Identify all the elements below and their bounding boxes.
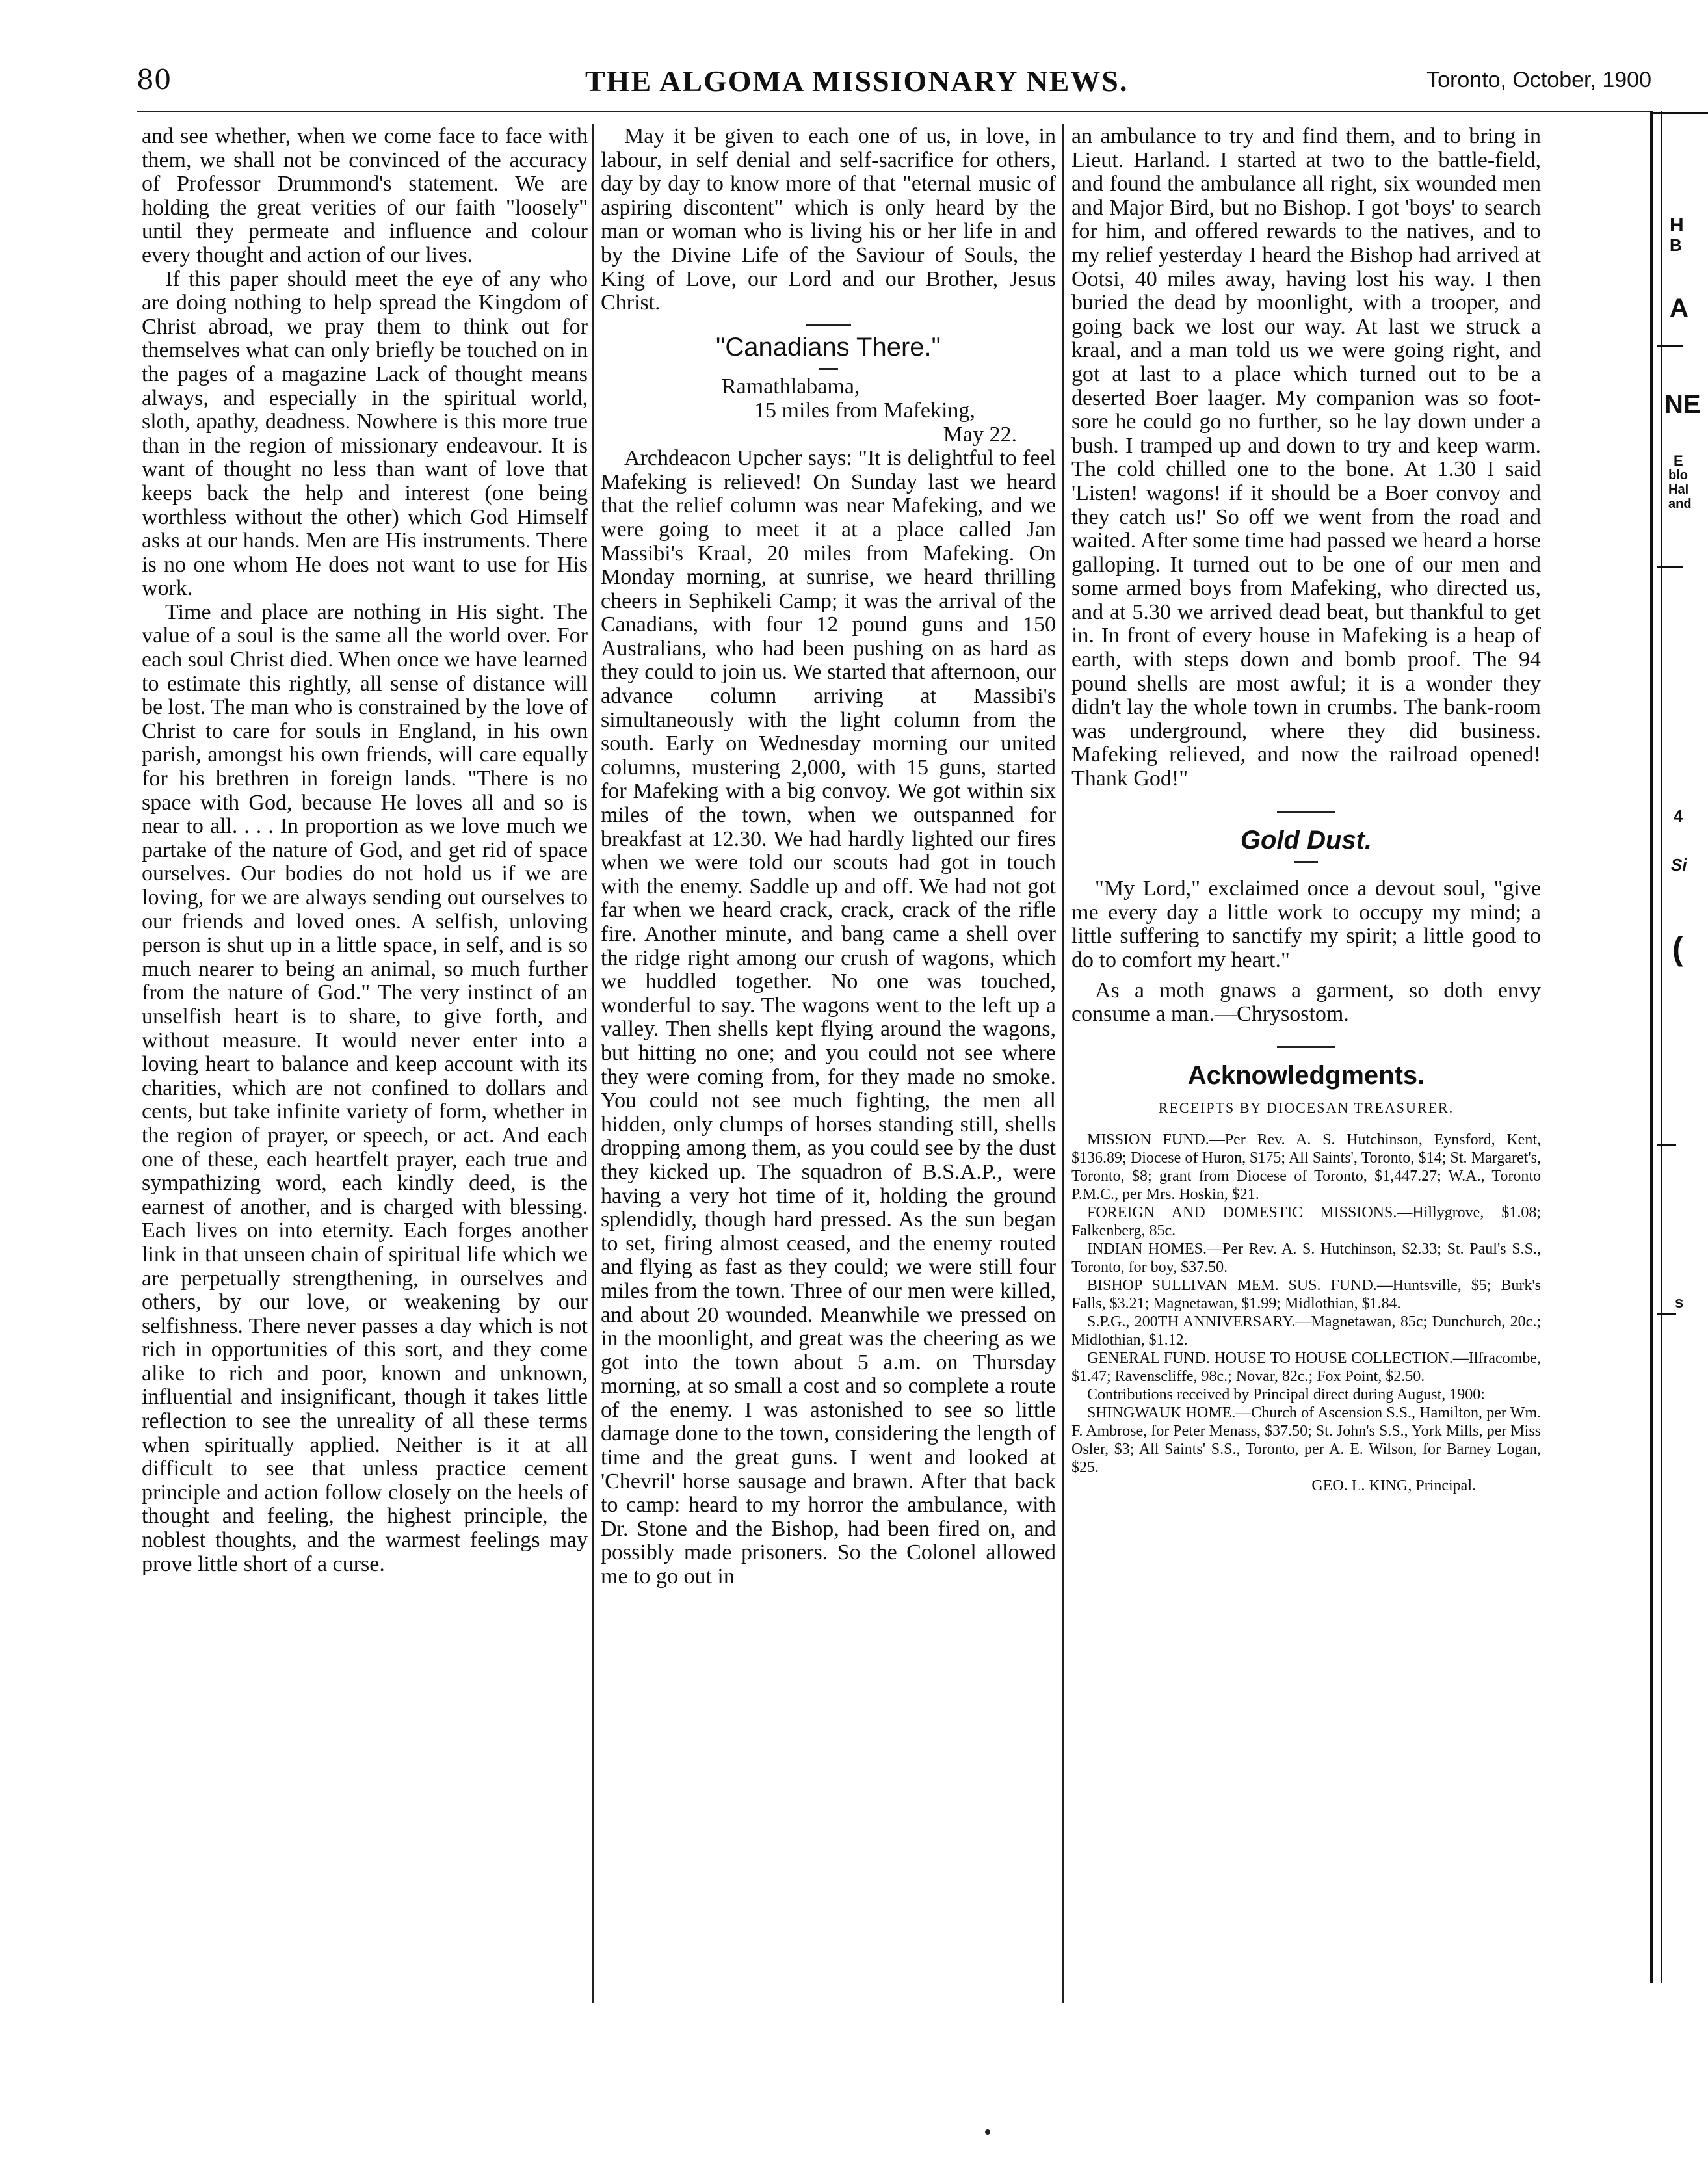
- paragraph: Archdeacon Upcher says: "It is delightful to feel Mafeking is relieved! On Sunday last we heard that the relief column was near Mafeking, and we were going to meet it at a place called Jan Massibi's Kraal, 20 miles from Mafeking. On Monday morning, at sunrise, we heard thrilling cheers in Sephikeli Camp; it was the arrival of the Canadians, with four 12 pound guns and 150 Australians, who had been pushing on as hard as they could to join us. We started that afternoon, our advance column arriving at Massibi's simultaneously with the light column from the south. Early on Wednesday morning our united columns, mustering 2,000, with 15 guns, started for Mafeking with a big convoy. We got within six miles of the town, when we outspanned for breakfast at 12.30. We had hardly lighted our fires when we were told our scouts had got in touch with the enemy. Saddle up and off. We had not got far when we heard crack, crack, crack of the rifle fire. Another minute, and bang came a shell over the ridge right among our crush of wagons, which we huddled together. No one was touched, wonderful to say. The wagons went to the left up a valley. Then shells kept flying around the wagons, but hitting no one; and you could not see where they were coming from, for they made no smoke. You could not see much fighting, the men all hidden, only clumps of horses standing still, shells dropping among them, as you could see by the dust they kicked up. The squadron of B.S.A.P., were having a very hot time of it, holding the ground splendidly, though hard pressed. As the sun began to set, firing almost ceased, and the enemy routed and flying as fast as they could; we were still four miles from the town. Three of our men were killed, and about 20 wounded. Meanwhile we pressed on in the moonlight, and great was the cheering as we got into the town about 5 a.m. on Thursday morning, at so small a cost and so complete a route of the enemy. I was astonished to see so little damage done to the town, considering the length of time and the great guns. I went and looked at 'Chevril' horse sausage and brawn. After that back to camp: heard to my horror the ambulance, with Dr. Stone and the Bishop, had been fired on, and possibly made prisoners. So the Colonel allowed me to go out in: [601, 446, 1056, 1589]
- dateline-distance: 15 miles from Mafeking,: [754, 398, 975, 423]
- print-mark: [985, 2129, 990, 2135]
- edge-fragment: NE: [1664, 390, 1701, 419]
- acknowledgment-entry: INDIAN HOMES.—Per Rev. A. S. Hutchinson, $2.33; St. Paul's S.S., Toronto, for boy, $37.50.: [1071, 1240, 1541, 1276]
- edge-fragment: A: [1670, 294, 1688, 323]
- paragraph: If this paper should meet the eye of any who are doing nothing to help spread the Kingdom of Christ abroad, we pray them to think out for themselves what can only briefly be touched on in the pages of a magazine Lack of thought means always, and especially in the spiritual world, sloth, apathy, deadness. Nowhere is this more true than in the region of missionary endeavour. It is want of thought no less than want of love that keeps back the help and interest (one being worthless without the other) which God Himself asks at our hands. Men are His instruments. There is no one whom He does not want to use for His work.: [142, 267, 588, 601]
- header-rule: [137, 111, 1651, 112]
- section-divider: [806, 324, 851, 326]
- signature: GEO. L. KING, Principal.: [1311, 1477, 1476, 1494]
- facing-page-line: [1657, 1313, 1676, 1315]
- facing-page-rule: [1661, 111, 1662, 1983]
- publication-title: THE ALGOMA MISSIONARY NEWS.: [585, 64, 1129, 98]
- acknowledgment-entry: GENERAL FUND. HOUSE TO HOUSE COLLECTION.—Ilfracombe, $1.47; Ravenscliffe, 98c.; Novar, 82c.; Fox Point, $2.50.: [1071, 1349, 1541, 1385]
- acknowledgments-list: [1071, 1131, 1541, 1495]
- column-rule-2: [1062, 124, 1064, 2003]
- paragraph: an ambulance to try and find them, and to bring in Lieut. Harland. I started at two to the battle-field, and found the ambulance all right, six wounded men and Major Bird, but no Bishop. I got 'boys' to search for him, and offered rewards to the natives, and to my relief yesterday I heard the Bishop had arrived at Ootsi, 40 miles away, having lost his way. I then buried the dead by moonlight, with a trooper, and going back we lost our way. At last we struck a kraal, and a man told us we were going right, and got at last to a place which turned out to be a deserted Boer laager. My companion was so foot-sore he could go no further, so he lay down under a bush. I tramped up and down to try and keep warm. The cold chilled one to the bone. At 1.30 I said 'Listen! wagons! if it should be a Boer convoy and they catch us!' So off we went from the road and waited. After some time had passed we heard a horse galloping. It turned out to be one of our men and some armed boys from Mafeking, who directed us, and at 5.30 we arrived dead beat, but thankful to get in. In front of every house in Mafeking is a heap of earth, with steps down and bomb proof. The 94 pound shells are most awful; it is a wonder they didn't lay the whole town in crumbs. The bank-room was underground, where they did business. Mafeking relieved, and now the railroad opened! Thank God!": [1071, 124, 1541, 791]
- issue-date: Toronto, October, 1900: [1426, 68, 1651, 92]
- dateline-place: Ramathlabama,: [722, 375, 860, 399]
- heading-rule: [819, 368, 838, 370]
- edge-fragment: Si: [1671, 855, 1687, 875]
- edge-fragment: Hal: [1668, 482, 1689, 497]
- acknowledgment-entry: S.P.G., 200TH ANNIVERSARY.—Magnetawan, 85c; Dunchurch, 20c.; Midlothian, $1.12.: [1071, 1313, 1541, 1349]
- facing-page-rule: [1650, 111, 1653, 1983]
- facing-page-line: [1657, 1144, 1676, 1146]
- paragraph: May it be given to each one of us, in love, in labour, in self denial and self-sacrifice for others, day by day to know more of that "eternal music of aspiring discontent" which is only heard by the man or woman who is living his or her life in and by the Divine Life of the Saviour of Souls, the King of Love, our Lord and our Brother, Jesus Christ.: [601, 124, 1056, 315]
- edge-fragment: and: [1668, 497, 1692, 511]
- edge-fragment: s: [1675, 1294, 1684, 1311]
- acknowledgment-entry: Contributions received by Principal direct during August, 1900:: [1087, 1386, 1485, 1403]
- facing-page-line: [1657, 345, 1683, 347]
- quotation: "My Lord," exclaimed once a devout soul, "give me every day a little work to occupy my mind; a little suffering to sanctify my spirit; a little good to do to comfort my heart.": [1071, 876, 1541, 972]
- dateline-date: May 22.: [943, 422, 1017, 447]
- quotation: As a moth gnaws a garment, so doth envy consume a man.—Chrysostom.: [1071, 978, 1541, 1027]
- edge-fragment: H: [1670, 215, 1684, 236]
- gold-dust-heading: Gold Dust.: [1240, 825, 1373, 854]
- facing-page-line: [1650, 112, 1708, 114]
- column-2: [601, 125, 1056, 1589]
- page-header: [137, 64, 1651, 103]
- facing-page-line: [1657, 566, 1683, 568]
- acknowledgments-heading: Acknowledgments.: [1187, 1060, 1425, 1090]
- edge-fragment: (: [1672, 930, 1683, 967]
- edge-fragment: 4: [1674, 806, 1683, 826]
- acknowledgment-entry: MISSION FUND.—Per Rev. A. S. Hutchinson, Eynsford, Kent, $136.89; Diocese of Huron, $175; All Saints', Toronto, $14; St. Margaret's, Toronto, $8; grant from Diocese of Toronto, $1,447.27; W.A., Toronto P.M.C., per Mrs. Hoskin, $21.: [1071, 1131, 1541, 1203]
- paragraph: Time and place are nothing in His sight. The value of a soul is the same all the world over. For each soul Christ died. When once we have learned to estimate this rightly, all sense of distance will be lost. The man who is constrained by the love of Christ to care for souls in England, in his own parish, amongst his own friends, will care equally for his brethren in foreign lands. "There is no space with God, because He loves all and so is near to all. . . . In proportion as we love much we partake of the nature of God, and get rid of space ourselves. Our bodies do not hold us if we are loving, for we are always sending out ourselves to our friends and loved ones. A selfish, unloving person is shut up in a little space, in self, and is so much nearer to being an animal, so much further from the nature of God." The very instinct of an unselfish heart is to share, to give forth, and without measure. It would never enter into a loving heart to balance and keep account with its charities, which are not confined to dollars and cents, but take infinite variety of form, whether in the region of prayer, or speech, or act. And each one of these, each heartfelt prayer, each true and sympathizing word, each kindly deed, is the earnest of another, and is charged with blessing. Each lives on into eternity. Each forges another link in that unseen chain of spiritual life which we are perpetually strengthening, in ourselves and others, by our love, or weakening by our selfishness. There never passes a day which is not rich in opportunities of this sort, and they come alike to rich and poor, known and unknown, influential and insignificant, though it takes little reflection to see the unreality of all these terms when spiritually applied. Neither is it at all difficult to see that unless practice cement principle and action follow closely on the heels of thought and feeling, the highest principle, the noblest thoughts, and the warmest feelings may prove little short of a curse.: [142, 599, 588, 1576]
- receipts-title: RECEIPTS BY DIOCESAN TREASURER.: [1158, 1100, 1454, 1116]
- acknowledgment-entry: FOREIGN AND DOMESTIC MISSIONS.—Hillygrove, $1.08; Falkenberg, 85c.: [1071, 1204, 1541, 1239]
- column-1: [142, 125, 588, 1576]
- edge-fragment: B: [1670, 235, 1682, 255]
- column-rule-1: [592, 124, 594, 2003]
- section-divider: [1277, 1046, 1335, 1048]
- acknowledgment-entry: SHINGWAUK HOME.—Church of Ascension S.S., Hamilton, per Wm. F. Ambrose, for Peter Menass, $37.50; St. John's S.S., York Mills, per Miss Osler, $3; All Saints' S.S., Toronto, per A. E. Wilson, for Barney Logan, $25.: [1071, 1404, 1541, 1476]
- page-number: 80: [137, 64, 172, 96]
- edge-fragment: E: [1674, 453, 1683, 469]
- column-3: [1071, 125, 1541, 1495]
- heading-rule: [1294, 861, 1318, 863]
- paragraph: and see whether, when we come face to face with them, we shall not be convinced of the accuracy of Professor Drummond's statement. We are holding the great verities of our faith "loosely" until they permeate and influence and colour every thought and action of our lives.: [142, 124, 588, 267]
- acknowledgment-entry: BISHOP SULLIVAN MEM. SUS. FUND.—Huntsville, $5; Burk's Falls, $3.21; Magnetawan, $1.99; Midlothian, $1.84.: [1071, 1276, 1541, 1312]
- edge-fragment: blo: [1668, 468, 1688, 482]
- section-divider: [1277, 811, 1335, 813]
- article-heading: "Canadians There.": [716, 332, 941, 362]
